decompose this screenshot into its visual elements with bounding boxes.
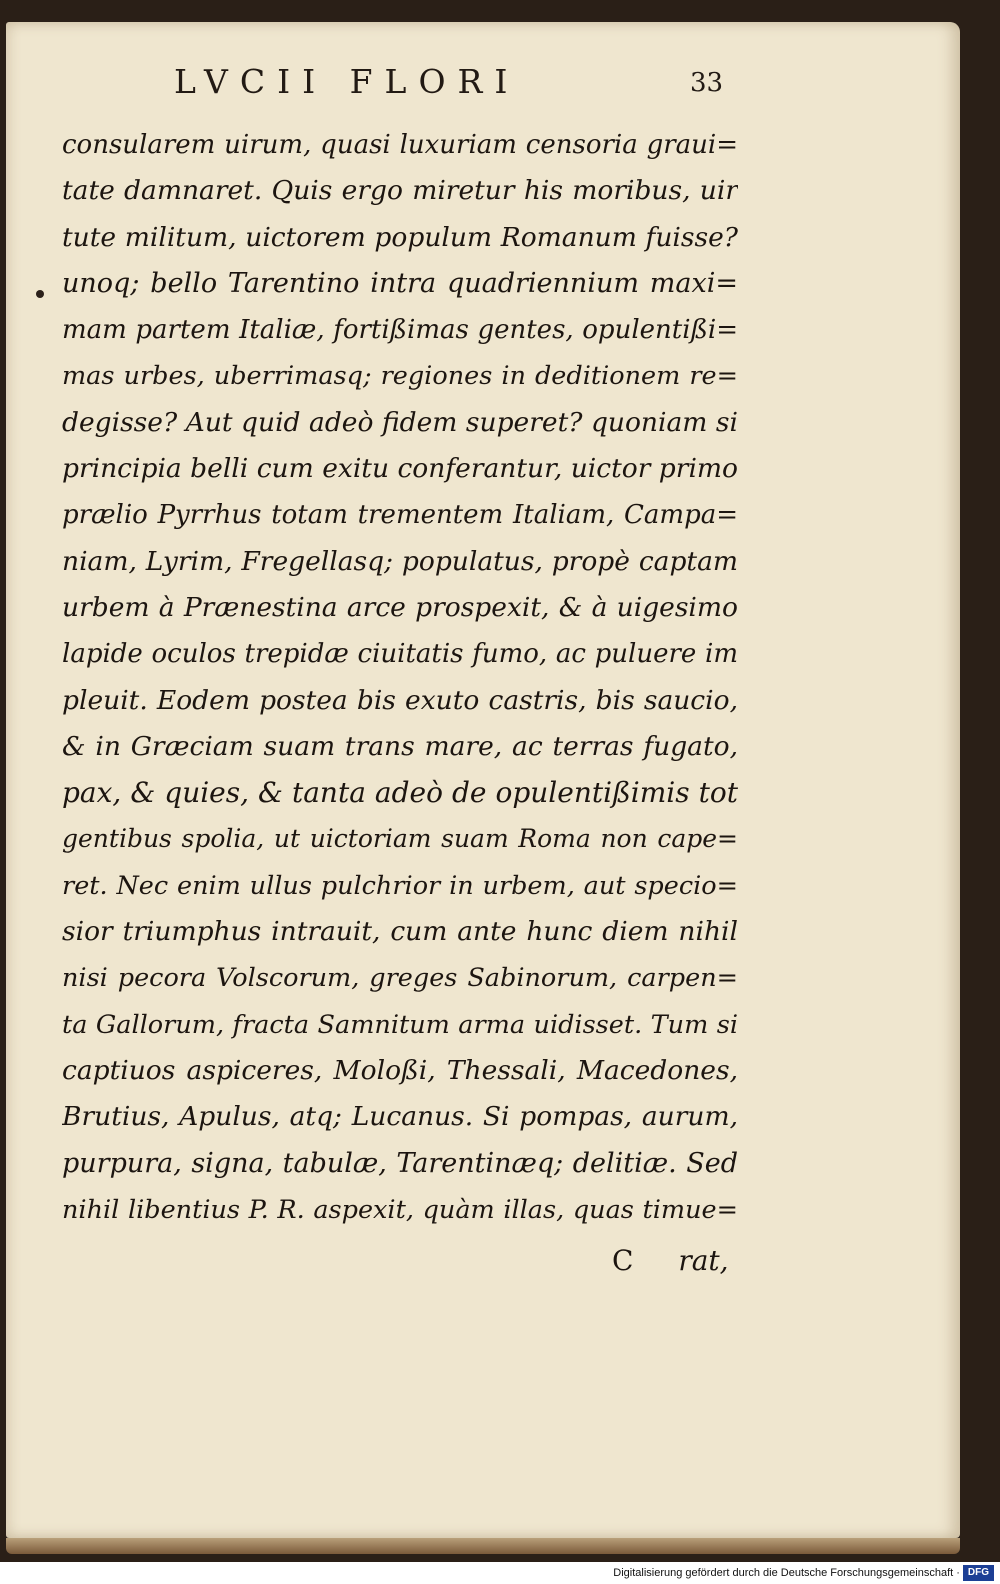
footer: Digitalisierung gefördert durch die Deutsche Forschungsgemeinschaft · DFG (613, 1564, 994, 1582)
text-line: pleuit. Eodem postea bis exuto castris, bis saucio, (62, 684, 738, 716)
dfg-logo: DFG (963, 1565, 994, 1581)
text-line: unoq; bello Tarentino intra quadriennium maxi= (62, 267, 738, 299)
text-line: captiuos aspiceres, Moloßi, Thessali, Macedones, (62, 1054, 738, 1086)
funding-note: Digitalisierung gefördert durch die Deutsche Forschungsgemeinschaft (613, 1567, 954, 1579)
text-line: & in Græciam suam trans mare, ac terras fugato, (62, 730, 738, 762)
text-line: pax, & quies, & tanta adeò de opulentißimis tot (62, 776, 738, 810)
text-line: nisi pecora Volscorum, greges Sabinorum, carpen= (62, 963, 738, 994)
text-line: tute militum, uictorem populum Romanum fuisse? (62, 221, 738, 253)
text-line: degisse? Aut quid adeò fidem superet? quoniam si (62, 406, 738, 438)
catchword: rat, (678, 1244, 729, 1277)
text-line: mam partem Italiæ, fortißimas gentes, opulentißi= (62, 315, 738, 346)
text-line: tate damnaret. Quis ergo miretur his moribus, uir (62, 175, 738, 207)
text-line: principia belli cum exitu conferantur, uictor primo (62, 453, 738, 485)
text-line: urbem à Prænestina arce prospexit, & à uigesimo (62, 591, 738, 623)
signature-mark: C (612, 1244, 634, 1277)
text-line: Brutius, Apulus, atq; Lucanus. Si pompas, aurum, (62, 1101, 738, 1133)
text-line: ret. Nec enim ullus pulchrior in urbem, aut specio= (62, 870, 738, 901)
text-line: mas urbes, uberrimasq; regiones in deditionem re= (62, 361, 738, 392)
text-line: prælio Pyrrhus totam trementem Italiam, Campa= (62, 500, 738, 531)
text-line: nihil libentius P. R. aspexit, quàm illas, quas timue= (62, 1194, 738, 1225)
text-line: lapide oculos trepidæ ciuitatis fumo, ac puluere im (62, 639, 738, 670)
page-number: 33 (690, 68, 724, 98)
margin-mark (36, 290, 44, 298)
text-line: purpura, signa, tabulæ, Tarentinæq; delitiæ. Sed (62, 1147, 738, 1179)
catchword-line (612, 1244, 742, 1277)
text-block (62, 122, 738, 1233)
text-line: consularem uirum, quasi luxuriam censoria graui= (62, 130, 738, 160)
text-line: gentibus spolia, ut uictoriam suam Roma non cape= (62, 824, 738, 854)
running-head: LVCII FLORI (174, 62, 520, 101)
text-line: niam, Lyrim, Fregellasq; populatus, propè captam (62, 545, 738, 577)
page-edge (6, 1538, 960, 1554)
text-line: sior triumphus intrauit, cum ante hunc diem nihil (62, 916, 738, 948)
text-line: ta Gallorum, fracta Samnitum arma uidisset. Tum si (62, 1009, 738, 1040)
